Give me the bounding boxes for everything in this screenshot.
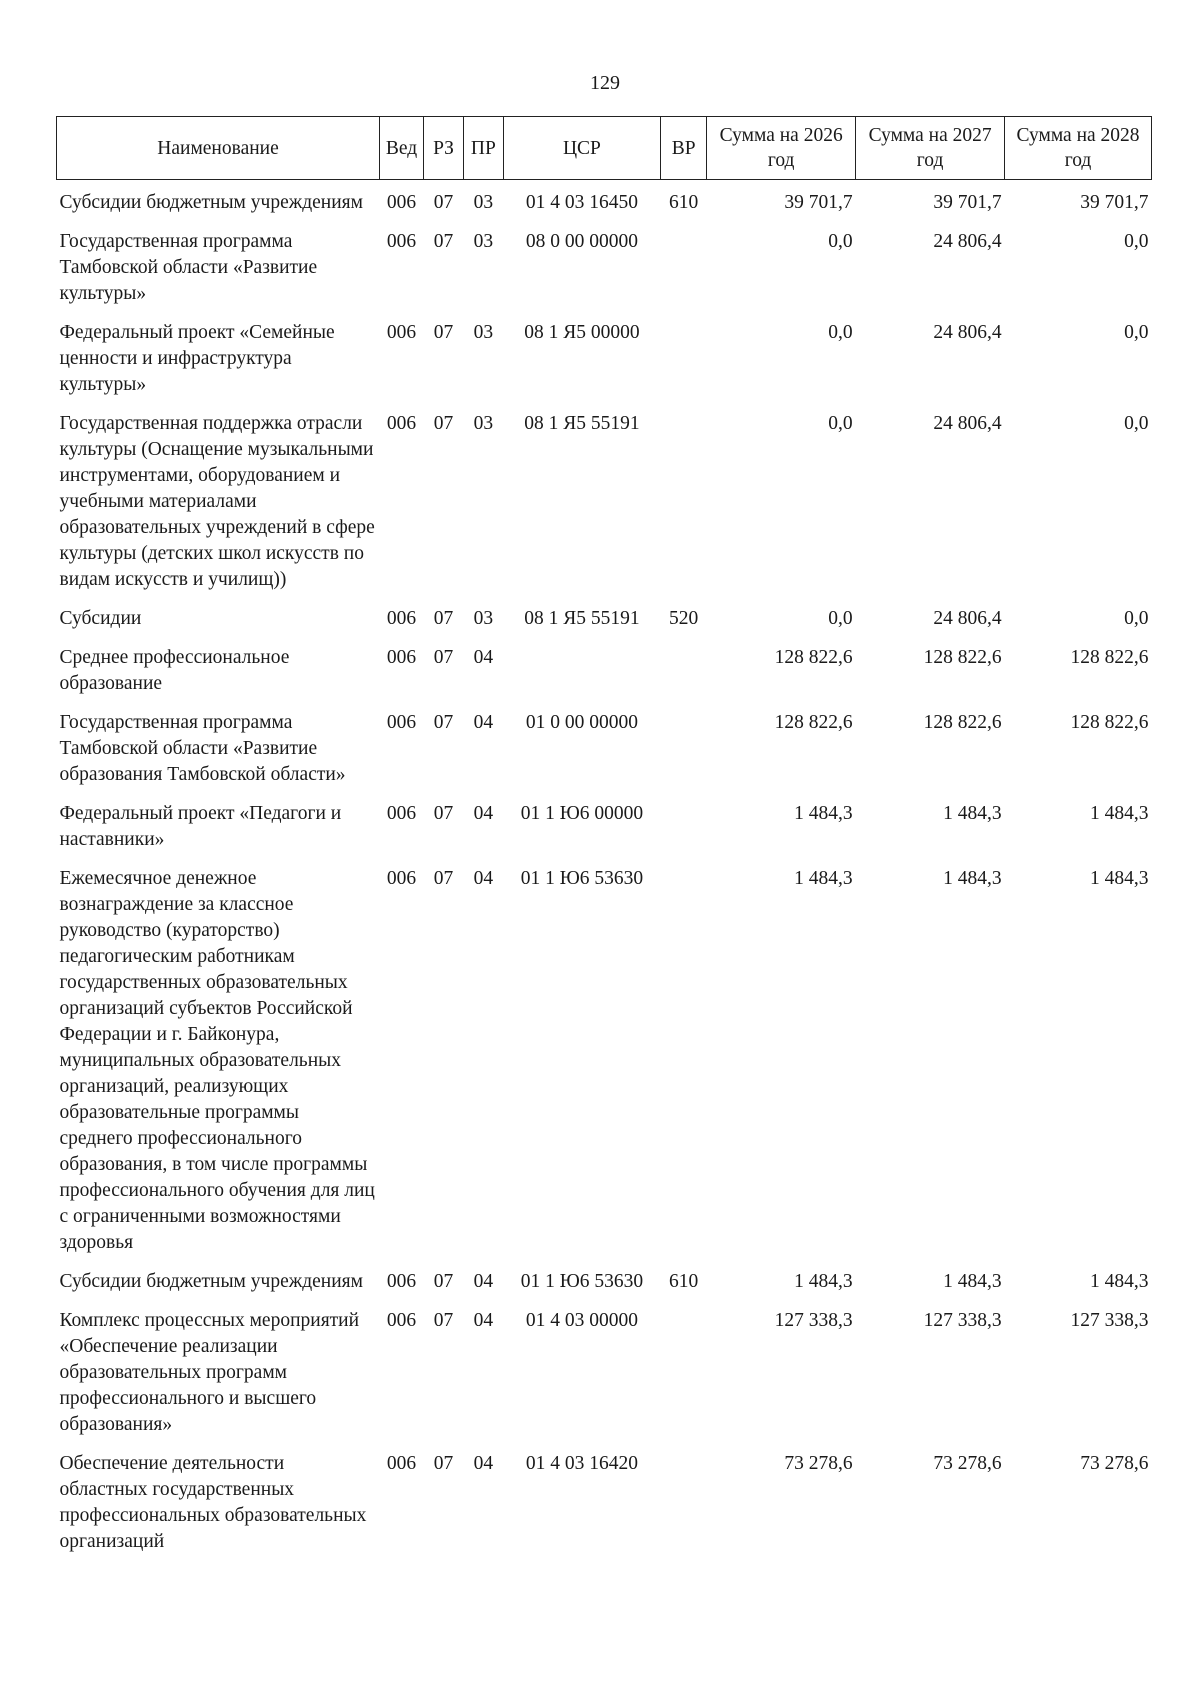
table-row	[57, 1441, 1152, 1558]
row-vr	[661, 700, 707, 791]
row-csr: 08 1 Я5 55191	[524, 413, 640, 434]
row-sum-2028: 0,0	[1124, 231, 1149, 252]
row-pr: 04	[473, 1310, 494, 1331]
row-name: Государственная поддержка отрасли культуры (Оснащение музыкальными инструментами, оборудованием и учебными материалами образовательных учреждений в сфере культуры (детских школ искусств по видам искусств и училищ))	[59, 413, 375, 590]
row-pr: 04	[473, 1453, 494, 1474]
row-ved: 006	[386, 868, 417, 889]
row-rz: 07	[433, 192, 454, 213]
row-sum-2026: 0,0	[828, 231, 853, 252]
row-sum-2028: 0,0	[1124, 322, 1149, 343]
row-vr	[661, 401, 707, 596]
row-csr: 01 1 Ю6 00000	[520, 803, 644, 824]
row-rz: 07	[433, 1453, 454, 1474]
row-pr: 04	[473, 803, 494, 824]
row-csr: 08 0 00 00000	[525, 231, 638, 252]
header-sum-2027: Сумма на 2027 год	[856, 117, 1005, 180]
row-sum-2026: 0,0	[828, 608, 853, 629]
table-body	[57, 180, 1152, 1559]
row-sum-2026: 128 822,6	[774, 647, 853, 668]
row-vr: 610	[669, 1271, 699, 1292]
row-sum-2028: 0,0	[1124, 413, 1149, 434]
header-ved: Вед	[380, 117, 424, 180]
header-csr: ЦСР	[503, 117, 660, 180]
row-sum-2026: 0,0	[828, 413, 853, 434]
row-sum-2027: 39 701,7	[933, 192, 1002, 213]
header-rz: РЗ	[424, 117, 464, 180]
table-row	[57, 180, 1152, 220]
row-name: Федеральный проект «Семейные ценности и инфраструктура культуры»	[59, 322, 335, 395]
row-vr	[661, 1298, 707, 1441]
row-ved: 006	[386, 322, 417, 343]
row-name: Обеспечение деятельности областных государственных профессиональных образовательных организаций	[59, 1453, 367, 1552]
row-pr: 04	[473, 868, 494, 889]
row-rz: 07	[433, 413, 454, 434]
row-vr: 610	[669, 192, 699, 213]
row-sum-2028: 1 484,3	[1090, 868, 1149, 889]
row-sum-2026: 1 484,3	[794, 803, 853, 824]
row-rz: 07	[433, 868, 454, 889]
row-ved: 006	[386, 712, 417, 733]
row-sum-2028: 1 484,3	[1090, 1271, 1149, 1292]
row-sum-2026: 1 484,3	[794, 868, 853, 889]
row-pr: 04	[473, 1271, 494, 1292]
table-row	[57, 791, 1152, 856]
row-sum-2028: 127 338,3	[1070, 1310, 1149, 1331]
table-row	[57, 700, 1152, 791]
row-vr	[661, 310, 707, 401]
row-sum-2027: 1 484,3	[943, 803, 1002, 824]
row-sum-2027: 73 278,6	[933, 1453, 1002, 1474]
row-pr: 03	[473, 322, 494, 343]
table-row	[57, 1298, 1152, 1441]
row-name: Ежемесячное денежное вознаграждение за классное руководство (кураторство) педагогическим работникам государственных образовательных организаций субъектов Российской Федерации и г. Байконура, муниципальных образовательных организаций, реализующих образовательные программы среднего профессионального образования, в том числе программы профессионального обучения для лиц с ограниченными возможностями здоровья	[59, 868, 375, 1253]
row-pr: 03	[473, 608, 494, 629]
row-name: Субсидии бюджетным учреждениям	[59, 1271, 363, 1292]
row-csr: 01 4 03 16420	[525, 1453, 638, 1474]
row-sum-2026: 1 484,3	[794, 1271, 853, 1292]
page-number: 129	[590, 72, 620, 94]
table-row	[57, 635, 1152, 700]
row-rz: 07	[433, 1271, 454, 1292]
row-pr: 03	[473, 192, 494, 213]
row-sum-2028: 1 484,3	[1090, 803, 1149, 824]
row-csr: 01 1 Ю6 53630	[520, 1271, 644, 1292]
row-name: Субсидии	[59, 608, 142, 629]
row-csr: 01 0 00 00000	[525, 712, 638, 733]
row-sum-2028: 128 822,6	[1070, 647, 1149, 668]
row-sum-2028: 128 822,6	[1070, 712, 1149, 733]
row-sum-2028: 0,0	[1124, 608, 1149, 629]
header-name: Наименование	[57, 117, 380, 180]
row-sum-2027: 127 338,3	[923, 1310, 1002, 1331]
row-vr	[661, 635, 707, 700]
row-ved: 006	[386, 1310, 417, 1331]
row-sum-2026: 39 701,7	[784, 192, 853, 213]
row-vr	[661, 791, 707, 856]
table-row	[57, 310, 1152, 401]
row-name: Федеральный проект «Педагоги и наставники»	[59, 803, 342, 850]
row-pr: 04	[473, 647, 494, 668]
table-row	[57, 856, 1152, 1259]
row-sum-2028: 39 701,7	[1080, 192, 1149, 213]
header-pr: ПР	[463, 117, 503, 180]
table-row	[57, 401, 1152, 596]
row-vr	[661, 856, 707, 1259]
header-sum-2028: Сумма на 2028 год	[1005, 117, 1152, 180]
row-name: Субсидии бюджетным учреждениям	[59, 192, 363, 213]
row-sum-2027: 24 806,4	[933, 608, 1002, 629]
row-sum-2027: 24 806,4	[933, 231, 1002, 252]
row-sum-2028: 73 278,6	[1080, 1453, 1149, 1474]
row-rz: 07	[433, 803, 454, 824]
row-ved: 006	[386, 1453, 417, 1474]
row-ved: 006	[386, 608, 417, 629]
row-sum-2027: 1 484,3	[943, 1271, 1002, 1292]
row-vr: 520	[669, 608, 699, 629]
row-name: Государственная программа Тамбовской области «Развитие образования Тамбовской области»	[59, 712, 346, 785]
row-sum-2027: 24 806,4	[933, 413, 1002, 434]
row-csr: 01 1 Ю6 53630	[520, 868, 644, 889]
row-ved: 006	[386, 192, 417, 213]
row-sum-2026: 127 338,3	[774, 1310, 853, 1331]
header-sum-2026: Сумма на 2026 год	[707, 117, 856, 180]
row-sum-2026: 128 822,6	[774, 712, 853, 733]
row-name: Комплекс процессных мероприятий «Обеспечение реализации образовательных программ профессионального и высшего образования»	[59, 1310, 360, 1435]
table-row	[57, 596, 1152, 635]
row-csr: 01 4 03 16450	[525, 192, 638, 213]
row-ved: 006	[386, 1271, 417, 1292]
row-csr: 08 1 Я5 00000	[524, 322, 640, 343]
row-rz: 07	[433, 1310, 454, 1331]
table-row	[57, 219, 1152, 310]
row-csr: 08 1 Я5 55191	[524, 608, 640, 629]
row-sum-2027: 128 822,6	[923, 712, 1002, 733]
row-pr: 04	[473, 712, 494, 733]
header-vr: ВР	[661, 117, 707, 180]
row-sum-2026: 0,0	[828, 322, 853, 343]
row-ved: 006	[386, 231, 417, 252]
row-sum-2026: 73 278,6	[784, 1453, 853, 1474]
row-pr: 03	[473, 231, 494, 252]
table-row	[57, 1259, 1152, 1298]
row-ved: 006	[386, 803, 417, 824]
row-sum-2027: 128 822,6	[923, 647, 1002, 668]
row-rz: 07	[433, 712, 454, 733]
row-rz: 07	[433, 608, 454, 629]
row-rz: 07	[433, 647, 454, 668]
row-csr: 01 4 03 00000	[525, 1310, 638, 1331]
row-pr: 03	[473, 413, 494, 434]
table-header	[57, 117, 1152, 180]
row-ved: 006	[386, 647, 417, 668]
budget-table	[56, 116, 1152, 1558]
row-name: Среднее профессиональное образование	[59, 647, 290, 694]
row-vr	[661, 1441, 707, 1558]
row-ved: 006	[386, 413, 417, 434]
row-vr	[661, 219, 707, 310]
row-sum-2027: 1 484,3	[943, 868, 1002, 889]
row-sum-2027: 24 806,4	[933, 322, 1002, 343]
row-csr	[503, 635, 660, 700]
row-name: Государственная программа Тамбовской области «Развитие культуры»	[59, 231, 318, 304]
row-rz: 07	[433, 231, 454, 252]
row-rz: 07	[433, 322, 454, 343]
